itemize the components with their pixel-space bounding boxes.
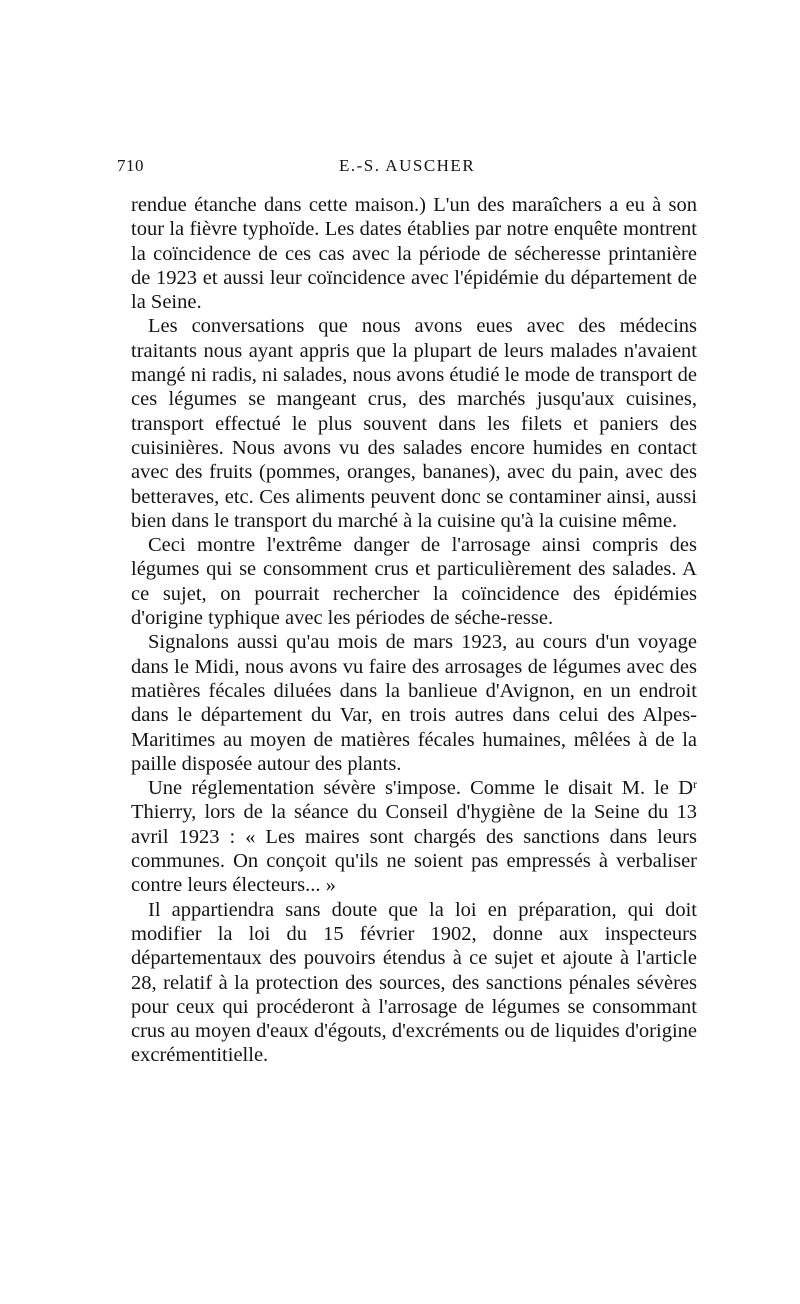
paragraph-observations: Signalons aussi qu'au mois de mars 1923, au cours d'un voyage dans le Midi, nous avons vu faire des arrosages de légumes avec des matières fécales diluées dans la banlieue d'Avignon, en un endroit dans le département du Var, en trois autres dans celui des Alpes-Maritimes au moyen de matières fécales humaines, mêlées à de la paille disposée autour des plants. bbox=[131, 631, 697, 775]
paragraph-conversations: Les conversations que nous avons eues avec des médecins traitants nous ayant appris que la plupart de leurs malades n'avaient mangé ni radis, ni salades, nous avons étudié le mode de transport de ces légumes se mangeant crus, des marchés jusqu'aux cuisines, transport effectué le plus souvent dans les filets et paniers des cuisinières. Nous avons vu des salades encore humides en contact avec des fruits (pommes, oranges, bananes), avec du pain, avec des betteraves, etc. Ces aliments peuvent donc se contaminer ainsi, aussi bien dans le transport du marché à la cuisine qu'à la cuisine même. bbox=[131, 315, 697, 532]
doctor-abbreviation-superscript: r bbox=[693, 777, 697, 792]
regulation-text-end: Thierry, lors de la séance du Conseil d'hygiène de la Seine du 13 avril 1923 : « Les maires sont chargés des sanctions dans leurs communes. On conçoit qu'ils ne soient pas empressés à verbaliser contre leurs électeurs... » bbox=[131, 801, 697, 897]
running-head: E.-S. AUSCHER bbox=[339, 156, 476, 175]
paragraph-regulation bbox=[131, 776, 697, 897]
paragraph-danger: Ceci montre l'extrême danger de l'arrosage ainsi compris des légumes qui se consomment crus et particulièrement des salades. A ce sujet, on pourrait rechercher la coïncidence des épidémies d'origine typhique avec les périodes de séche-resse. bbox=[131, 534, 697, 630]
page-header bbox=[117, 152, 697, 180]
regulation-text-start: Une réglementation sévère s'impose. Comme le disait M. le D bbox=[148, 777, 693, 800]
paragraph-law: Il appartiendra sans doute que la loi en préparation, qui doit modifier la loi du 15 février 1902, donne aux inspecteurs départementaux des pouvoirs étendus à ce sujet et ajoute à l'article 28, relatif à la protection des sources, des sanctions pénales sévères pour ceux qui procéderont à l'arrosage de légumes se consommant crus au moyen d'eaux d'égouts, d'excréments ou de liquides d'origine excrémentitielle. bbox=[131, 898, 697, 1067]
paragraph-continued: rendue étanche dans cette maison.) L'un des maraîchers a eu à son tour la fièvre typhoïde. Les dates établies par notre enquête montrent la coïncidence de ces cas avec la période de sécheresse printanière de 1923 et aussi leur coïncidence avec l'épidémie du département de la Seine. bbox=[131, 194, 697, 314]
body-text bbox=[131, 193, 697, 1068]
page-number: 710 bbox=[117, 156, 144, 175]
book-page bbox=[117, 152, 697, 1068]
